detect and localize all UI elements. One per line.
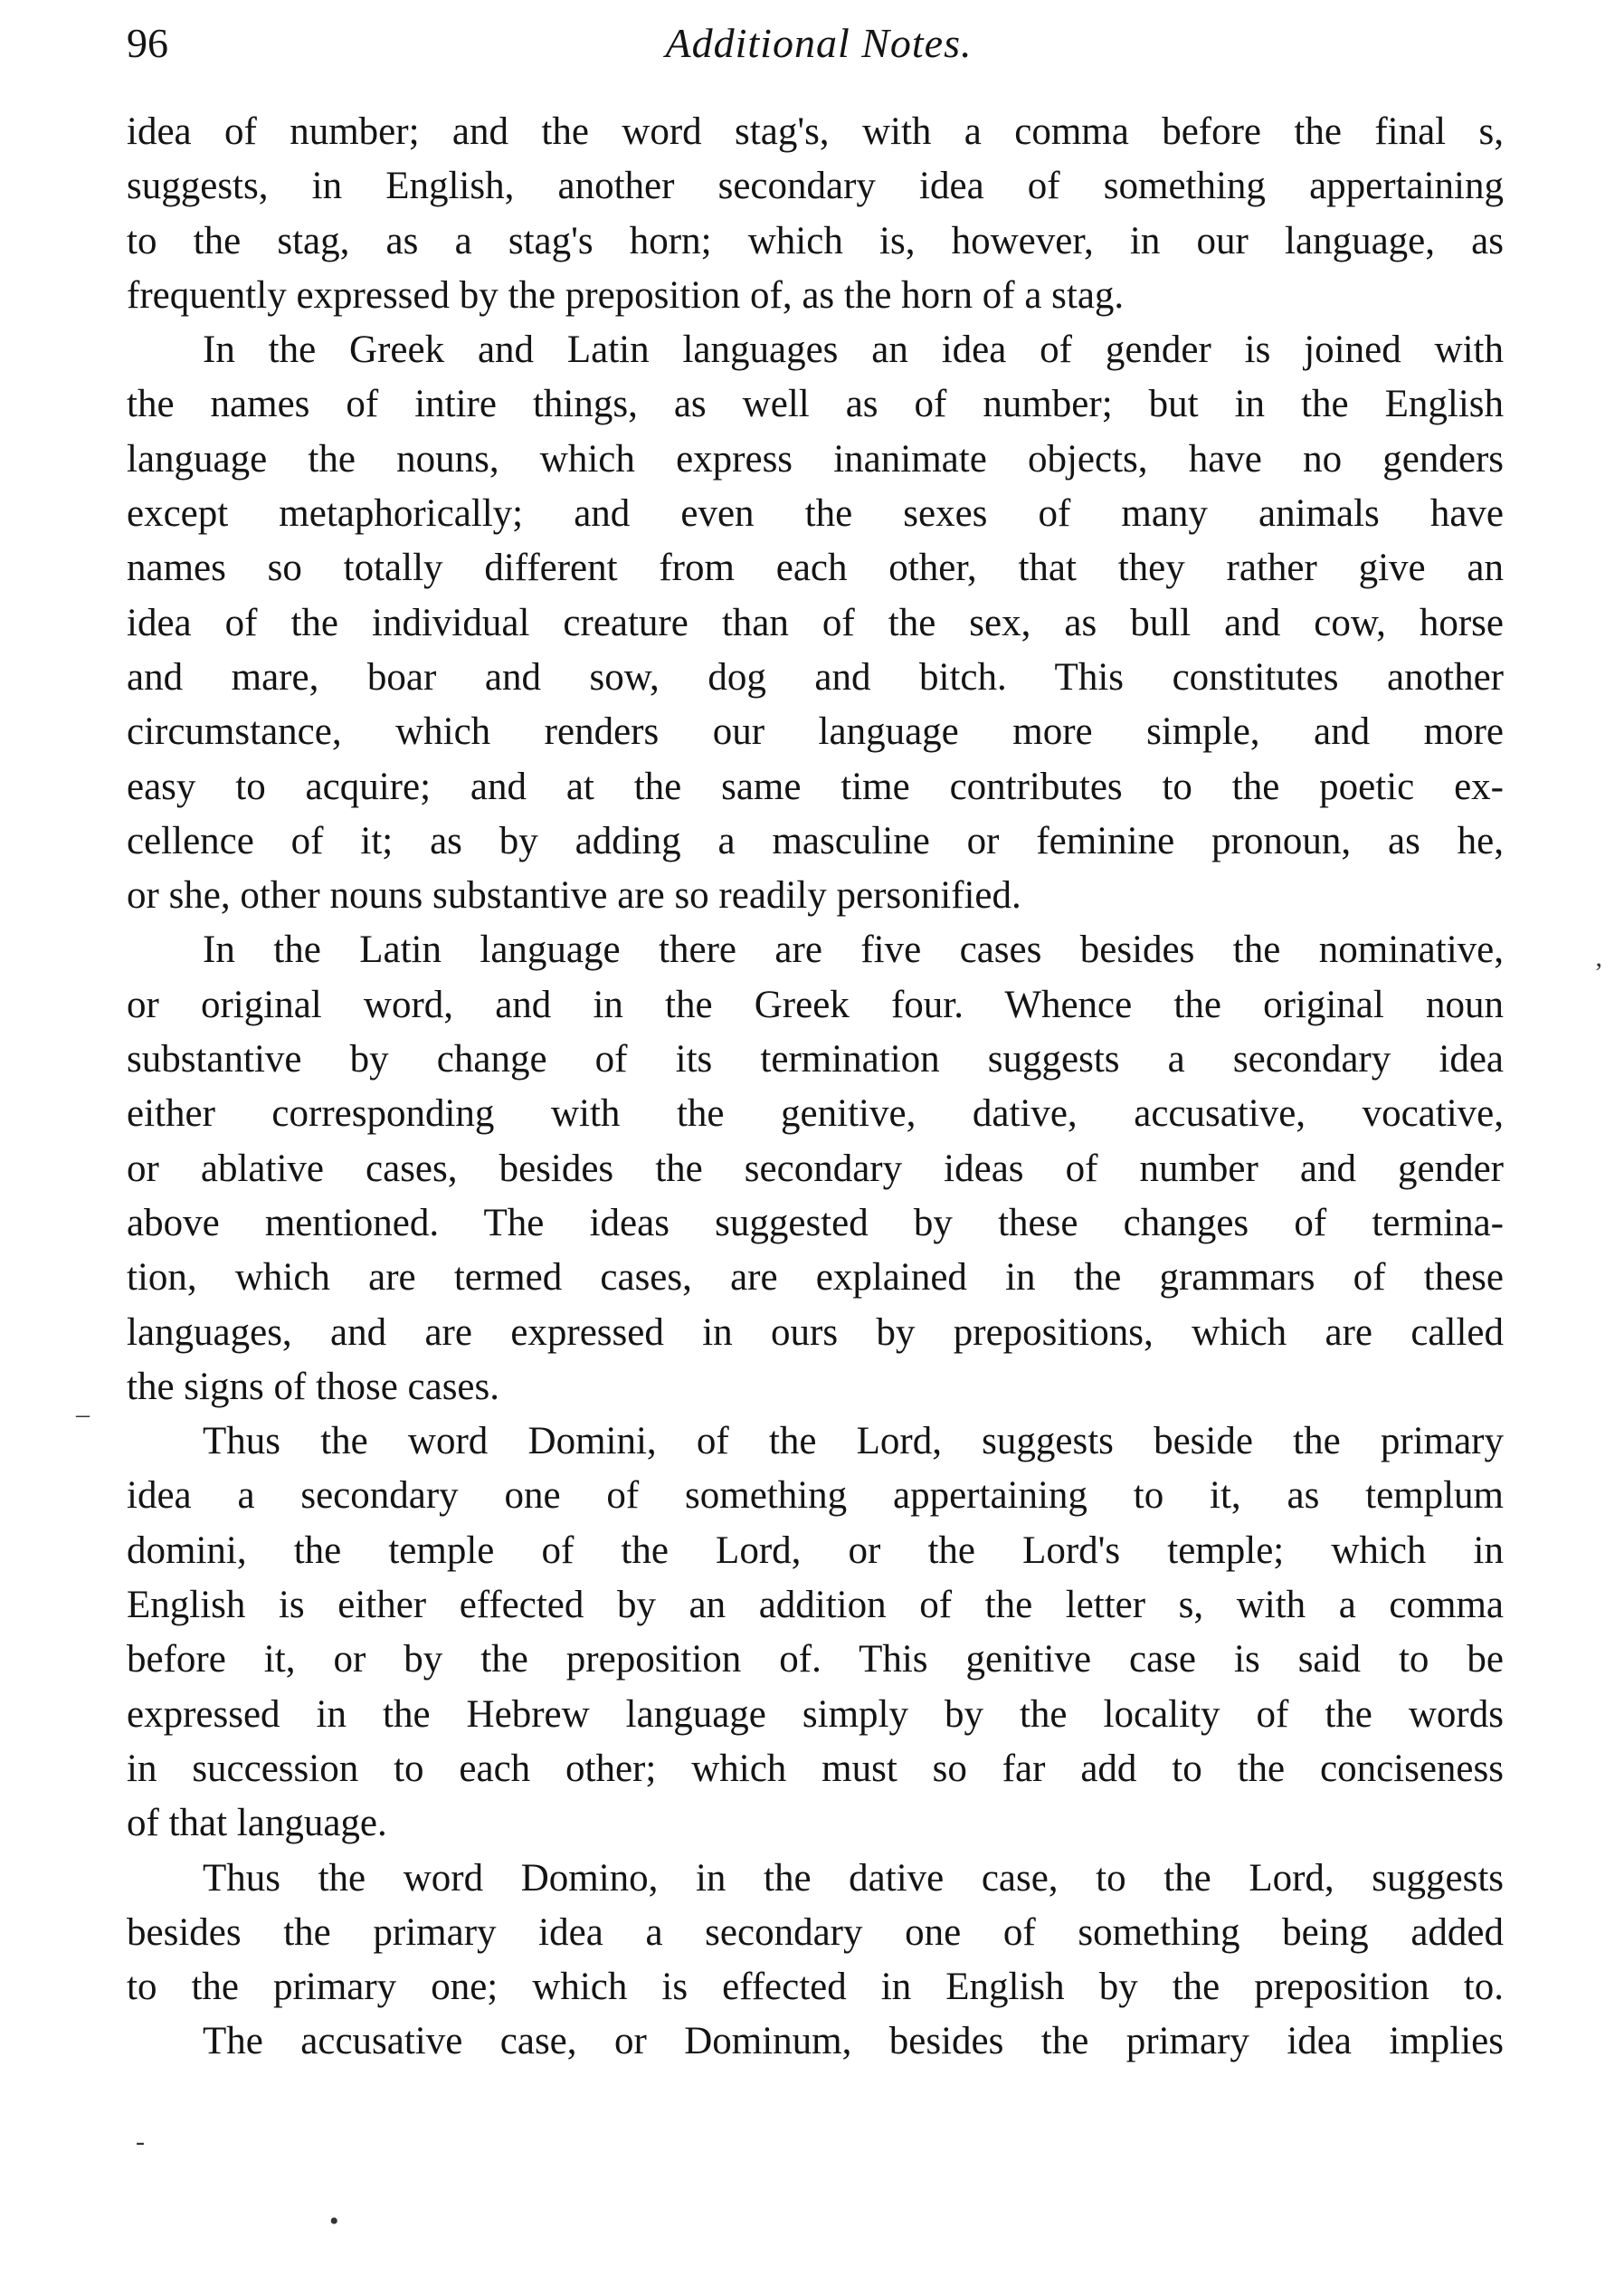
text-line: names so totally different from each other, that they rather give an — [127, 547, 1504, 590]
margin-mark: ’ — [1594, 957, 1603, 987]
text-line: before it, or by the preposition of. This genitive case is said to be — [127, 1638, 1504, 1681]
text-line: idea of the individual creature than of the sex, as bull and cow, horse — [127, 601, 1504, 644]
text-line: expressed in the Hebrew language simply by the locality of the words — [127, 1692, 1504, 1736]
margin-mark: – — [76, 1399, 90, 1429]
text-line: Thus the word Domini, of the Lord, suggests beside the primary — [203, 1420, 1504, 1463]
text-line: suggests, in English, another secondary idea of something appertaining — [127, 165, 1504, 208]
text-line: circumstance, which renders our language more simple, and more — [127, 710, 1504, 754]
text-line: Thus the word Domino, in the dative case, to the Lord, suggests — [203, 1856, 1504, 1900]
text-line: English is either effected by an addition of the letter s, with a comma — [127, 1584, 1504, 1627]
page-header — [127, 16, 1511, 80]
text-line: tion, which are termed cases, are explained in the grammars of these — [127, 1256, 1504, 1300]
text-line: cellence of it; as by adding a masculine or feminine pronoun, as he, — [127, 819, 1504, 862]
text-line: language the nouns, which express inanimate objects, have no genders — [127, 437, 1504, 481]
body-text — [127, 105, 1504, 2070]
text-line: in succession to each other; which must so far add to the conciseness — [127, 1747, 1504, 1790]
text-line: idea a secondary one of something appertaining to it, as templum — [127, 1474, 1504, 1518]
text-line: either corresponding with the genitive, dative, accusative, vocative, — [127, 1092, 1504, 1136]
text-line: and mare, boar and sow, dog and bitch. This constitutes another — [127, 655, 1504, 699]
text-line: domini, the temple of the Lord, or the Lord's temple; which in — [127, 1528, 1504, 1572]
running-head: Additional Notes. — [665, 20, 973, 66]
text-line: In the Greek and Latin languages an idea of gender is joined with — [203, 329, 1504, 372]
text-line: or original word, and in the Greek four. Whence the original noun — [127, 983, 1504, 1026]
text-line: frequently expressed by the preposition of, as the horn of a stag. — [127, 273, 1125, 317]
text-line: the names of intire things, as well as of number; but in the English — [127, 383, 1504, 426]
margin-mark: • — [329, 2206, 339, 2236]
page-number: 96 — [127, 20, 168, 66]
text-line: or ablative cases, besides the secondary ideas of number and gender — [127, 1147, 1504, 1190]
text-line: In the Latin language there are five cases besides the nominative, — [203, 928, 1504, 972]
text-line: or she, other nouns substantive are so readily personified. — [127, 874, 1021, 918]
text-line: substantive by change of its termination suggests a secondary idea — [127, 1038, 1504, 1081]
text-line: the signs of those cases. — [127, 1365, 500, 1408]
text-line: The accusative case, or Dominum, besides the primary idea implies — [203, 2020, 1504, 2063]
text-line: besides the primary idea a secondary one of something being added — [127, 1910, 1504, 1954]
text-line: languages, and are expressed in ours by prepositions, which are called — [127, 1310, 1504, 1354]
text-line: except metaphorically; and even the sexes of many animals have — [127, 492, 1504, 536]
text-line: to the stag, as a stag's horn; which is, however, in our language, as — [127, 219, 1504, 262]
text-line: idea of number; and the word stag's, with a comma before the final s, — [127, 110, 1504, 153]
text-line: to the primary one; which is effected in English by the preposition to. — [127, 1966, 1504, 2009]
text-line: of that language. — [127, 1802, 387, 1845]
margin-mark: - — [136, 2127, 145, 2157]
text-line: easy to acquire; and at the same time contributes to the poetic ex- — [127, 765, 1504, 808]
text-line: above mentioned. The ideas suggested by these changes of termina- — [127, 1201, 1504, 1244]
